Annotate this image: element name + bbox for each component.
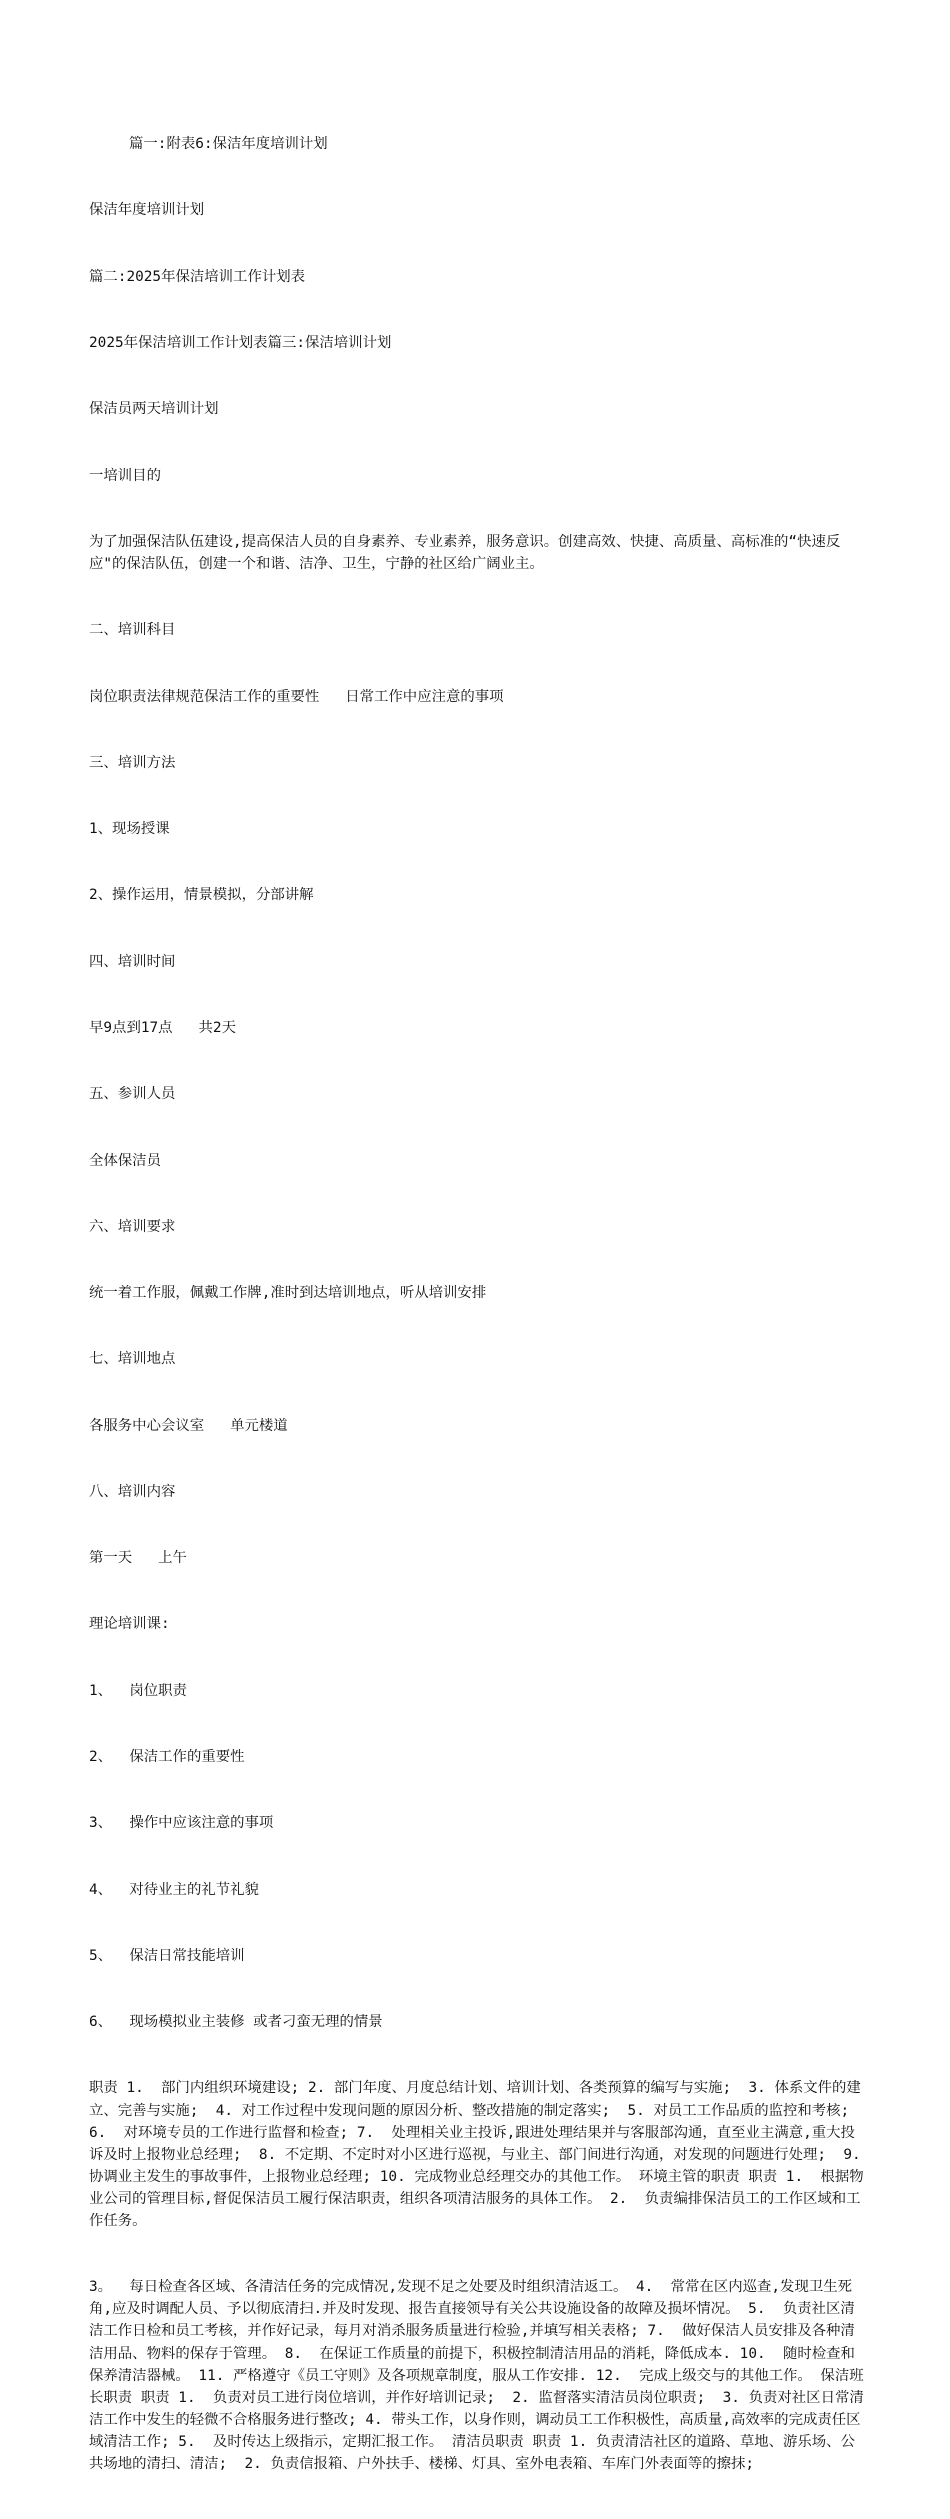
section-heading: 三、培训方法: [89, 754, 176, 771]
section-heading: 七、培训地点: [89, 1351, 176, 1368]
section-heading: 八、培训内容: [89, 1483, 176, 1500]
doc-line: 理论培训课:: [89, 1616, 170, 1633]
list-item: 1、现场授课: [89, 821, 170, 838]
section-heading: 一培训目的: [89, 467, 161, 484]
list-item: 6、 现场模拟业主装修 或者刁蛮无理的情景: [89, 2014, 383, 2031]
doc-line: 2025年保洁培训工作计划表篇三:保洁培训计划: [89, 335, 392, 352]
document-body: [89, 89, 870, 2519]
doc-line: 篇二:2025年保洁培训工作计划表: [89, 268, 306, 285]
doc-line: 各服务中心会议室 单元楼道: [89, 1417, 288, 1434]
list-item: 5、 保洁日常技能培训: [89, 1947, 245, 1964]
section-heading: 五、参训人员: [89, 1086, 176, 1103]
list-item: 3、 操作中应该注意的事项: [89, 1815, 274, 1832]
section-heading: 四、培训时间: [89, 953, 176, 970]
doc-line: 保洁年度培训计划: [89, 202, 205, 219]
doc-line: 全体保洁员: [89, 1152, 161, 1169]
doc-paragraph: 职责 1. 部门内组织环境建设; 2. 部门年度、月度总结计划、培训计划、各类预算的编写与实施; 3. 体系文件的建立、完善与实施; 4. 对工作过程中发现问题的原因分析、整改措施的制定落实; 5. 对员工工作品质的监控和考核; 6. 对环境专员的工作进行监督和检查; 7. 处理相关业主投诉,跟进处理结果并与客服部沟通，直至业主满意,重大投诉及时上报物业总经理; 8. 不定期、不定时对小区进行巡视，与业主、部门间进行沟通，对发现的问题进行处理; 9. 协调业主发生的事故事件，上报物业总经理; 10. 完成物业总经理交办的其他工作。 环境主管的职责 职责 1. 根据物业公司的管理目标,督促保洁员工履行保洁职责，组织各项清洁服务的具体工作。 2. 负责编排保洁员工的工作区域和工作任务。: [89, 2080, 870, 2229]
list-item: 1、 岗位职责: [89, 1682, 187, 1699]
doc-line: 保洁员两天培训计划: [89, 401, 219, 418]
section-heading: 二、培训科目: [89, 622, 176, 639]
section-heading: 六、培训要求: [89, 1218, 176, 1235]
doc-line: 早9点到17点 共2天: [89, 1019, 236, 1036]
doc-paragraph: 3。 每日检查各区域、各清洁任务的完成情况,发现不足之处要及时组织清洁返工。 4. 常常在区内巡查,发现卫生死角,应及时调配人员、予以彻底清扫.并及时发现、报告直接领导有关公共设施设备的故障及损坏情况。 5. 负责社区清洁工作日检和员工考核，并作好记录，每月对消杀服务质量进行检验,并填写相关表格; 7. 做好保洁人员安排及各种清洁用品、物料的保存于管理。 8. 在保证工作质量的前提下，积极控制清洁用品的消耗，降低成本. 10. 随时检查和保养清洁器械。 11. 严格遵守《员工守则》及各项规章制度，服从工作安排. 12. 完成上级交与的其他工作。 保洁班长职责 职责 1. 负责对员工进行岗位培训，并作好培训记录; 2. 监督落实清洁员岗位职责; 3. 负责对社区日常清洁工作中发生的轻微不合格服务进行整改; 4. 带头工作，以身作则，调动员工工作积极性，高质量,高效率的完成责任区域清洁工作; 5. 及时传达上级指示，定期汇报工作。 清洁员职责 职责 1. 负责清洁社区的道路、草地、游乐场、公共场地的清扫、清洁; 2. 负责信报箱、户外扶手、楼梯、灯具、室外电表箱、车库门外表面等的擦抹;: [89, 2279, 864, 2473]
list-item: 2、 保洁工作的重要性: [89, 1749, 245, 1766]
doc-line: 岗位职责法律规范保洁工作的重要性 日常工作中应注意的事项: [89, 688, 504, 705]
doc-paragraph: 为了加强保洁队伍建设,提高保洁人员的自身素养、专业素养，服务意识。创建高效、快捷、高质量、高标准的“快速反应"的保洁队伍，创建一个和谐、洁净、卫生，宁静的社区给广阔业主。: [89, 533, 841, 572]
list-item: 2、操作运用，情景模拟，分部讲解: [89, 887, 314, 904]
list-item: 4、 对待业主的礼节礼貌: [89, 1881, 259, 1898]
doc-title: 篇一:附表6:保洁年度培训计划: [129, 136, 328, 153]
doc-line: 统一着工作服，佩戴工作牌,准时到达培训地点，听从培训安排: [89, 1285, 487, 1302]
doc-line: 第一天 上午: [89, 1550, 187, 1567]
